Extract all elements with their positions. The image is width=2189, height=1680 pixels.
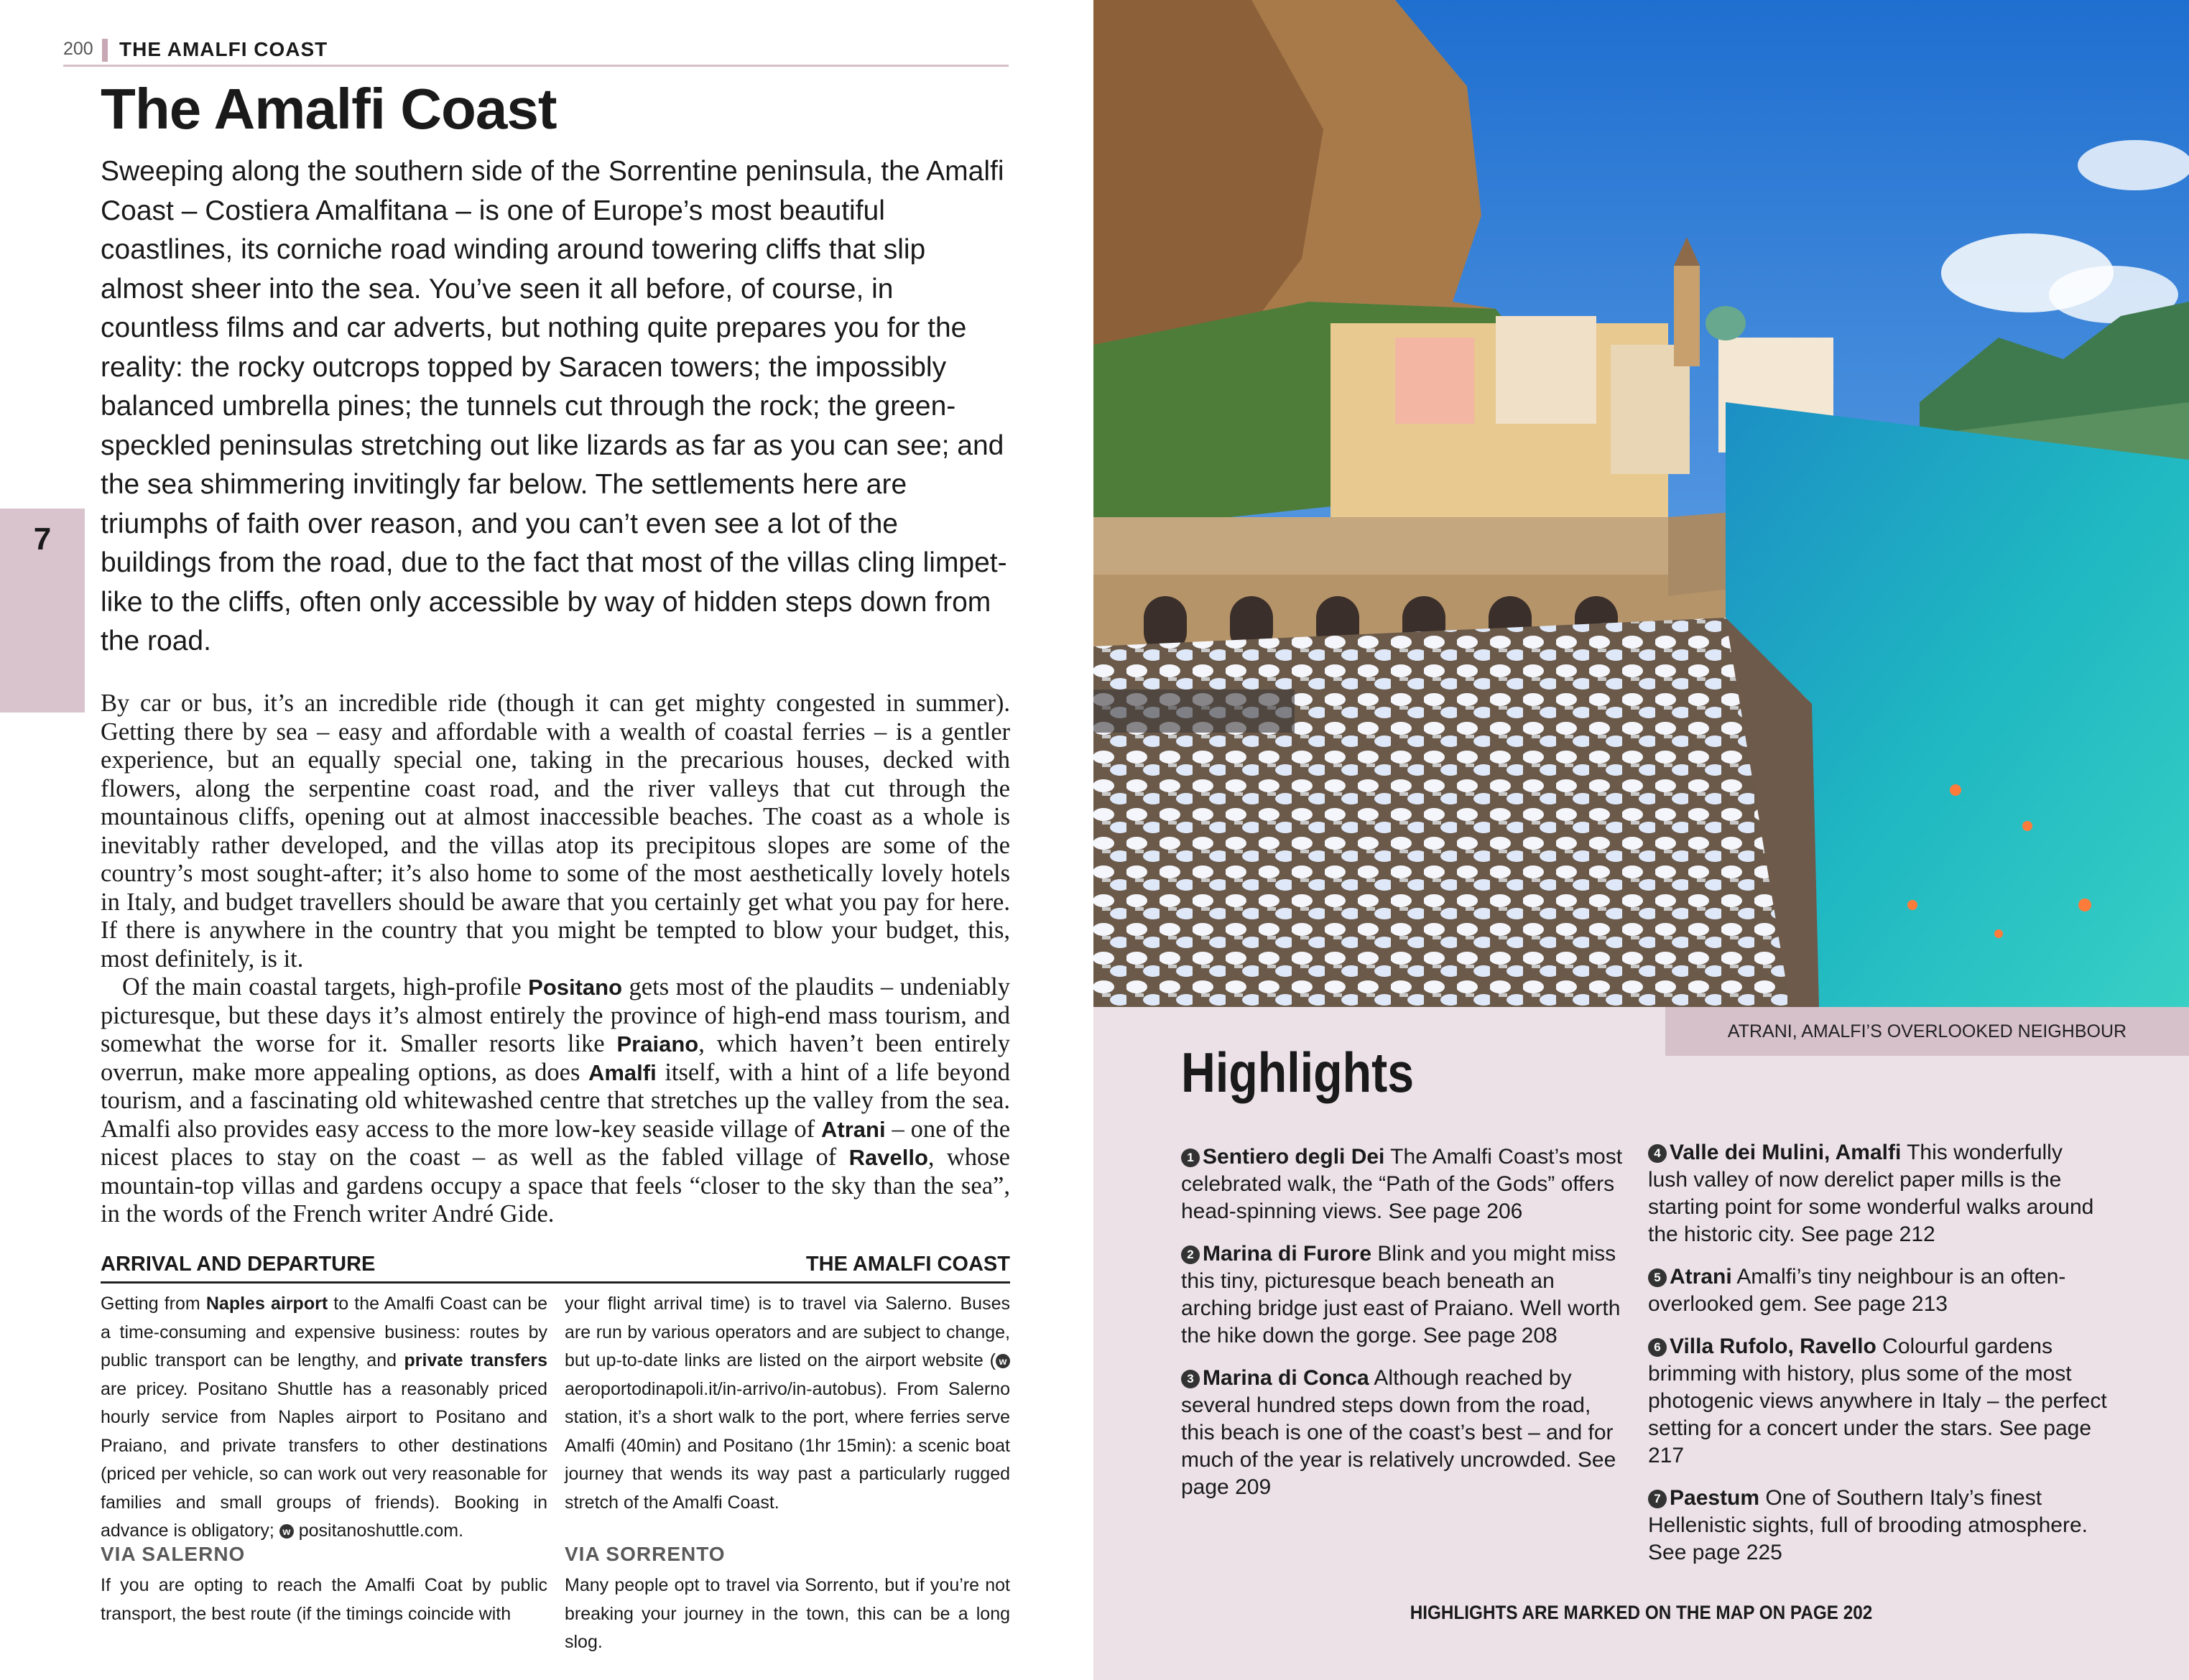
highlight-text: Blink and you might miss this tiny, picturesque beach beneath an arching bridge just east of Praiano. Well worth the hike down the gorge. See page 208 [1181,1242,1621,1347]
highlight-name: Paestum [1670,1486,1760,1510]
via-sorrento-heading: VIA SORRENTO [565,1543,726,1565]
place-positano: Positano [528,975,623,1000]
highlight-text: This wonderfully lush valley of now derelict paper mills is the starting point for some wonderful walks around the historic city. See page 212 [1648,1141,2094,1246]
arrival-column-1: Getting from Naples airport to the Amalfi Coast can be a time-consuming and expensive business: routes by public transport can be lengthy, and private transfers are pricey. Positano Shuttle has a reasonably priced hourly service from Naples airport to Positano and Praiano, and private transfers to other destinations (priced per vehicle, so can work out very reasonable for families and small groups of friends). Booking in advance is obligatory; w positanoshuttle.com. [101,1294,548,1541]
atrani-photo [1093,0,2189,1007]
body-paragraph-1: By car or bus, it’s an incredible ride (though it can get mighty congested in summer). Getting there by sea – easy and affordable with a wealth of coastal ferries – is a gentler experience, but an equally special one, taking in the precarious houses, decked with flowers, along the serpentine coast road, and the river valleys that cut through the mountainous cliffs, opening out at almost inaccessible beaches. The coast as a whole is inevitably rather developed, and the villas atop its precipitous slopes are some of the country’s most sought-after; it’s also home to some of the most aesthetically lovely hotels in Italy, and budget travellers should be aware that you certainly get what you pay for here. If there is anywhere in the country that you might be tempted to blow your budget, this, most definitely, is it. [101,690,1010,973]
positano-shuttle-link[interactable]: positanoshuttle.com. [298,1521,464,1541]
photo-caption-box [1665,1007,2189,1056]
highlight-name: Villa Rufolo, Ravello [1670,1335,1876,1358]
running-head-title: THE AMALFI COAST [119,38,328,60]
body-text [101,690,1010,1229]
highlight-name: Sentiero degli Dei [1203,1145,1385,1169]
highlight-item [1181,1240,1626,1350]
highlight-number: 4 [1648,1144,1667,1163]
page-title: The Amalfi Coast [101,77,557,141]
website-icon: w [279,1524,294,1539]
arrival-heading: ARRIVAL AND DEPARTURE [101,1253,376,1276]
naples-airport-label: Naples airport [205,1294,328,1314]
arrival-column-2: your flight arrival time) is to travel via Salerno. Buses are run by various operators and are subject to change, but up-to-date links are listed on the airport website ( waeroportodinapoli.it/in-arrivo/in-autobus). From Salerno station, it’s a short walk to the port, where ferries serve Amalfi (40min) and Positano (1hr 15min): a scenic boat journey that wends its way past a particularly rugged stretch of the Amalfi Coast. [565,1294,1010,1513]
highlight-number: 3 [1181,1370,1200,1388]
highlight-item [1648,1263,2108,1318]
highlight-name: Atrani [1670,1265,1732,1289]
place-praiano: Praiano [616,1031,699,1057]
page-number: 200 [63,39,93,59]
highlight-name: Valle dei Mulini, Amalfi [1670,1141,1902,1164]
chapter-tab [0,509,85,713]
arrival-section-label: THE AMALFI COAST [805,1253,1010,1276]
place-ravello: Ravello [848,1145,928,1170]
left-page [0,0,1093,1680]
highlight-item [1648,1485,2108,1567]
via-sorrento-text: Many people opt to travel via Sorrento, but if you’re not breaking your journey in the town, this can be a long slog. [565,1575,1010,1652]
website-icon: w [996,1354,1010,1368]
highlight-number: 2 [1181,1245,1200,1264]
intro-paragraph: Sweeping along the southern side of the Sorrentine peninsula, the Amalfi Coast – Costiera Amalfitana – is one of Europe’s most beautiful coastlines, its corniche road winding around towering cliffs that slip almost sheer into the sea. You’ve seen it all before, of course, in countless films and car adverts, but nothing quite prepares you for the reality: the rocky outcrops topped by Saracen towers; the impossibly balanced umbrella pines; the tunnels cut through the rock; the green-speckled peninsulas stretching out like lizards as far as you can see; and the sea shimmering invitingly far below. The settlements here are triumphs of faith over reason, and you can’t even see a lot of the buildings from the road, due to the fact that most of the villas cling limpet-like to the cliffs, often only accessible by way of hidden steps down from the road. [101,156,1007,656]
chapter-number: 7 [33,521,52,557]
running-head [63,37,1009,67]
highlight-number: 1 [1181,1148,1200,1167]
highlight-text: Colourful gardens brimming with history, plus some of the most photogenic views anywhere in Italy – the perfect setting for a concert under the stars. See page 217 [1648,1335,2107,1467]
body-paragraph-2: Of the main coastal targets, high-profile Positano gets most of the plaudits – undeniably picturesque, but these days it’s almost entirely the province of high-end mass tourism, and somewhat the worse for it. Smaller resorts like Praiano, which haven’t been entirely overrun, make more appealing options, as does Amalfi itself, with a hint of a life beyond tourism, and a fascinating old whitewashed centre that stretches up the valley from the sea. Amalfi also provides easy access to the more low-key seaside village of Atrani – one of the nicest places to stay on the coast – as well as the fabled village of Ravello, whose mountain-top villas and gardens occupy a space that feels “closer to the sky than the sea”, in the words of the French writer André Gide. [101,973,1011,1227]
highlight-text: Amalfi’s tiny neighbour is an often-overlooked gem. See page 213 [1648,1265,2066,1316]
highlight-item [1648,1333,2108,1470]
via-salerno-heading: VIA SALERNO [101,1543,246,1565]
atrani-photo-illustration [1093,0,2189,1007]
highlights-column-2 [1648,1139,2108,1582]
highlight-item [1648,1139,2108,1248]
arrival-heading-bar [101,1251,1010,1284]
highlight-item [1181,1365,1626,1501]
running-head-marker [102,39,108,62]
highlight-number: 6 [1648,1338,1667,1357]
highlight-item [1181,1143,1626,1225]
airport-website-link[interactable]: aeroportodinapoli.it/in-arrivo/in-autobus [565,1378,876,1399]
highlight-number: 7 [1648,1490,1667,1508]
photo-caption: ATRANI, AMALFI’S OVERLOOKED NEIGHBOUR [1727,1021,2127,1041]
via-salerno-text: If you are opting to reach the Amalfi Coat by public transport, the best route (if the timings coincide with [101,1575,547,1624]
highlights-column-1 [1181,1143,1626,1516]
highlight-text: The Amalfi Coast’s most celebrated walk, the “Path of the Gods” offers head-spinning views. See page 206 [1181,1145,1623,1223]
highlight-text: Although reached by several hundred steps down from the road, this beach is one of the coast’s best – and for much of the year is relatively uncrowded. See page 209 [1181,1366,1616,1499]
private-transfers-label: private transfers [404,1350,547,1370]
place-amalfi: Amalfi [588,1059,657,1085]
highlight-text: One of Southern Italy’s finest Hellenistic sights, full of brooding atmosphere. See page 225 [1648,1486,2088,1564]
highlight-number: 5 [1648,1268,1667,1287]
highlights-title: Highlights [1181,1041,1415,1104]
highlights-map-note: HIGHLIGHTS ARE MARKED ON THE MAP ON PAGE 202 [1410,1602,1873,1623]
highlight-name: Marina di Conca [1203,1366,1369,1390]
right-page [1093,0,2189,1680]
highlight-name: Marina di Furore [1203,1242,1372,1266]
place-atrani: Atrani [821,1116,886,1142]
